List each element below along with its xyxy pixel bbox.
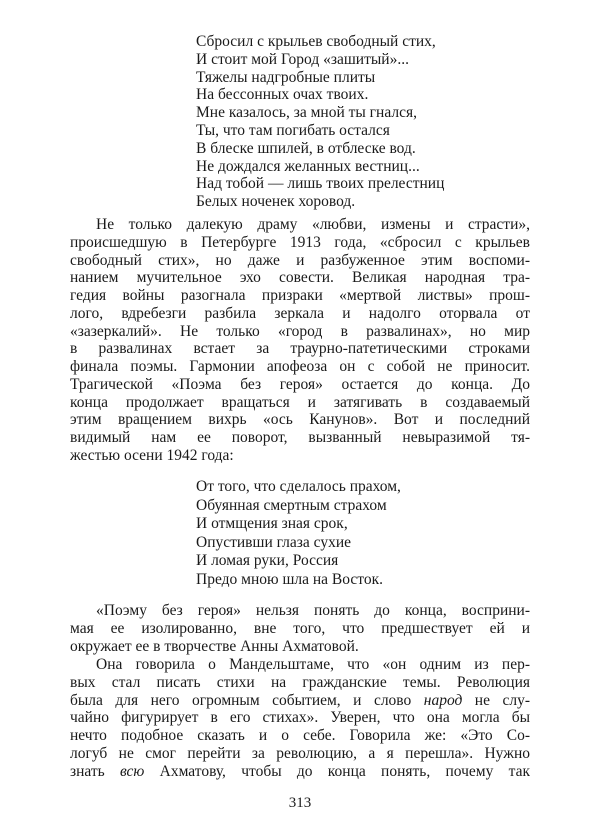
text-line: нечто подобное сказать и о себе. Говорила же: «Это Со- [70, 727, 530, 744]
verse-line: Обуянная смертным страхом [196, 496, 387, 514]
text-line: конца продолжает вращаться и затягивать в создаваемый [70, 393, 530, 411]
verse-line: Не дождался желанных вестниц... [196, 157, 420, 175]
text-line: Трагической «Поэма без героя» остается до конца. До [70, 375, 530, 393]
text-line: гедия войны разогнала призраки «мертвой листвы» прош- [70, 287, 530, 304]
verse-line: Предо мною шла на Восток. [196, 570, 383, 588]
text-run: знать [70, 762, 121, 780]
verse-line: Сбросил с крыльев свободный стих, [196, 33, 436, 50]
text-line: Не только далекую драму «любви, измены и страсти», [96, 216, 530, 233]
text-line [70, 692, 530, 710]
emphasis: народ [423, 691, 463, 709]
verse-line: Тяжелы надгробные плиты [196, 68, 376, 86]
page-number: 313 [288, 795, 312, 811]
text-line: мая ее изолированно, вне того, что предшествует ей и [70, 619, 530, 637]
text-line: этим вращением вихрь «ось Канунов». Вот и последний [70, 411, 530, 429]
text-line: Она говорила о Мандельштаме, что «он одним из пер- [96, 656, 530, 673]
text-line: «зазеркалий». Не только «город в развалинах», но мир [70, 322, 530, 340]
paragraph-2 [70, 602, 530, 655]
text-run: не слу- [462, 691, 530, 709]
paragraph-1 [70, 216, 530, 465]
verse-line: Над тобой — лишь твоих прелестниц [196, 175, 445, 193]
verse-line: Ты, что там погибать остался [196, 121, 390, 139]
text-run: была для него огромным событием, и слово [70, 691, 424, 709]
text-line: происшедшую в Петербурге 1913 года, «сбросил с крыльев [70, 233, 530, 251]
text-line: лого, вдребезги разбила зеркала и надолго оторвала от [70, 304, 530, 322]
text-run: Ахматову, чтобы до конца понять, почему так [144, 762, 530, 780]
text-line: жестью осени 1942 года: [70, 446, 234, 464]
text-line [70, 763, 530, 781]
text-line: «Поэму без героя» нельзя понять до конца, восприни- [96, 602, 530, 619]
text-line: нанием мучительное эхо совести. Великая народная тра- [70, 269, 530, 287]
verse-line: Мне казалось, за мной ты гнался, [196, 104, 417, 122]
text-line: видимый нам ее поворот, вызванный невыразимой тя- [70, 429, 530, 446]
emphasis: всю [120, 762, 145, 780]
text-line: вых стал писать стихи на гражданские темы. Революция [70, 673, 530, 691]
text-line: в развалинах встает за траурно-патетическими строками [70, 340, 530, 358]
verse-line: И стоит мой Город «зашитый»... [196, 50, 409, 68]
verse-line: И отмщения зная срок, [196, 515, 348, 533]
text-line: окружает ее в творчестве Анны Ахматовой. [70, 637, 359, 655]
verse-line: На бессонных очах твоих. [196, 86, 369, 104]
verse-line: В блеске шпилей, в отблеске вод. [196, 139, 416, 157]
verse-line: Опустивши глаза сухие [196, 533, 352, 551]
verse-excerpt-1 [196, 33, 444, 211]
text-line: свободный стих», но даже и разбуженное этим воспоми- [70, 251, 530, 269]
verse-line: Белых ноченек хоровод. [196, 193, 356, 211]
text-line: финала поэмы. Гармонии апофеоза он с собой не приносит. [70, 358, 530, 375]
verse-excerpt-2 [196, 478, 401, 590]
text-line: чайно фигурирует в его стихах». Уверен, что она могла бы [70, 709, 530, 727]
verse-line: И ломая руки, Россия [196, 552, 339, 570]
verse-line: От того, что сделалось прахом, [196, 478, 401, 495]
text-line: логуб не смог перейти за революцию, а я перешла». Нужно [70, 744, 530, 762]
paragraph-3 [70, 656, 530, 780]
